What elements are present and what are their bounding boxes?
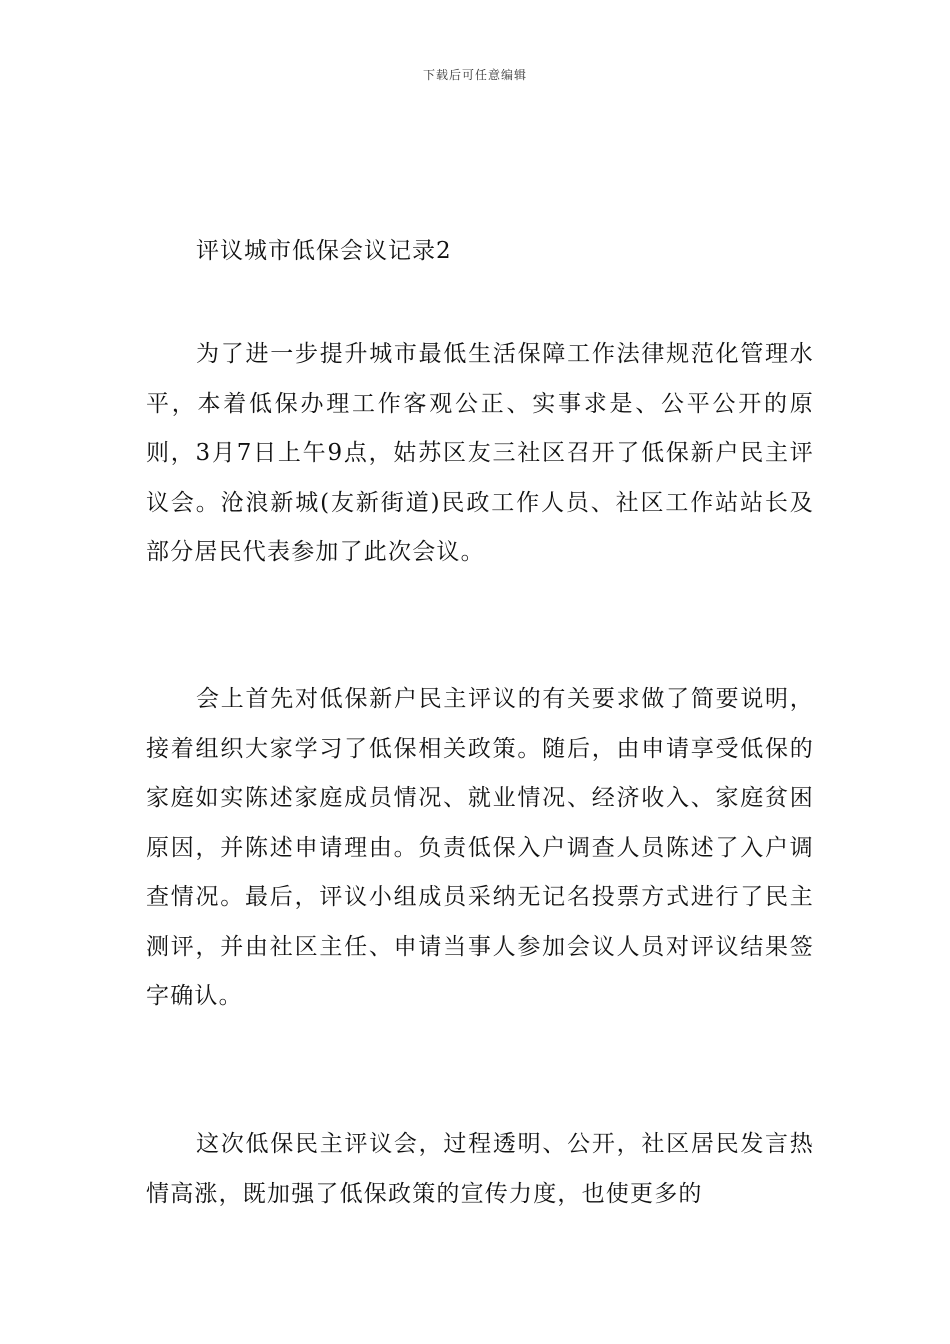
paragraph-1: 为了进一步提升城市最低生活保障工作法律规范化管理水平，本着低保办理工作客观公正、实事求是、公平公开的原则，3月7日上午9点，姑苏区友三社区召开了低保新户民主评议会。沧浪新城(友新街道)民政工作人员、社区工作站站长及部分居民代表参加了此次会议。 xyxy=(146,341,814,565)
paragraph-3: 这次低保民主评议会，过程透明、公开，社区居民发言热情高涨，既加强了低保政策的宣传力度，也使更多的 xyxy=(146,1131,814,1207)
header-note: 下载后可任意编辑 xyxy=(422,68,527,82)
document-title: 评议城市低保会议记录2 xyxy=(196,238,452,264)
paragraph-2: 会上首先对低保新户民主评议的有关要求做了简要说明，接着组织大家学习了低保相关政策。随后，由申请享受低保的家庭如实陈述家庭成员情况、就业情况、经济收入、家庭贫困原因，并陈述申请理由。负责低保入户调查人员陈述了入户调查情况。最后，评议小组成员采纳无记名投票方式进行了民主测评，并由社区主任、申请当事人参加会议人员对评议结果签字确认。 xyxy=(146,686,814,1009)
